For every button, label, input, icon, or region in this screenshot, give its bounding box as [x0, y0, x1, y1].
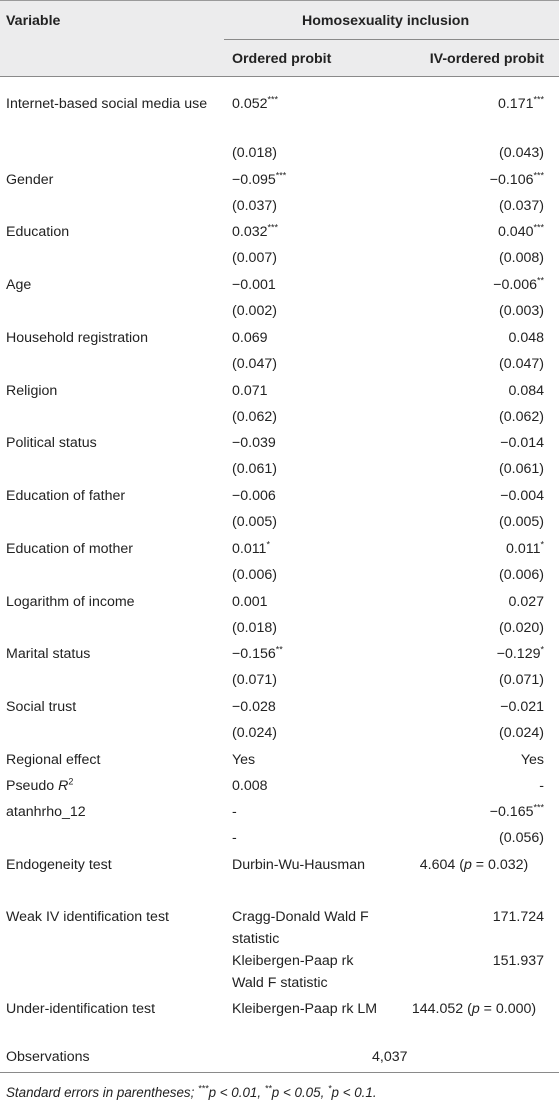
header-iv-ordered-probit: IV-ordered probit: [429, 51, 544, 67]
ordered-value: Cragg-Donald Wald F statistic: [232, 909, 369, 947]
group-underline: [224, 39, 559, 40]
iv-value: 0.171***: [497, 94, 544, 112]
iv-se: (0.043): [499, 145, 544, 161]
top-rule: [0, 0, 559, 1]
ordered-value: 0.001: [232, 594, 268, 610]
iv-value: 0.040***: [497, 222, 544, 240]
iv-value: 171.724: [492, 909, 544, 925]
iv-value: 0.048: [508, 330, 544, 346]
row-label: Political status: [6, 435, 97, 451]
ordered-se: (0.018): [232, 145, 277, 161]
ordered-value: -: [232, 804, 237, 820]
ordered-value: 0.071: [232, 383, 268, 399]
iv-se: (0.056): [499, 830, 544, 846]
ordered-value: −0.001: [232, 277, 276, 293]
header-variable: Variable: [6, 13, 61, 29]
ordered-value: −0.039: [232, 435, 276, 451]
row-label: Weak IV identification test: [6, 909, 169, 925]
ordered-value: Kleibergen-Paap rk Wald F statistic: [232, 953, 354, 991]
iv-value: −0.165***: [489, 802, 544, 820]
row-label: Logarithm of income: [6, 594, 135, 610]
row-label: Marital status: [6, 646, 91, 662]
iv-se: (0.020): [499, 620, 544, 636]
ordered-se: (0.002): [232, 303, 277, 319]
ordered-se: -: [232, 830, 237, 846]
iv-value: -: [539, 778, 544, 794]
iv-se: (0.003): [499, 303, 544, 319]
iv-value: −0.129*: [496, 644, 544, 662]
iv-se: (0.062): [499, 409, 544, 425]
iv-se: (0.047): [499, 356, 544, 372]
ordered-se: (0.071): [232, 672, 277, 688]
ordered-value: Kleibergen-Paap rk LM: [232, 1001, 378, 1017]
ordered-se: (0.062): [232, 409, 277, 425]
iv-se: (0.006): [499, 567, 544, 583]
ordered-value: 0.008: [232, 778, 268, 794]
iv-se: (0.071): [499, 672, 544, 688]
row-label: Observations: [6, 1049, 90, 1065]
ordered-se: (0.018): [232, 620, 277, 636]
ordered-value: 0.069: [232, 330, 268, 346]
row-label: Pseudo $R^2$: [6, 776, 74, 794]
iv-value: Yes: [520, 752, 544, 768]
row-label: Social trust: [6, 699, 77, 715]
row-label: Under-identification test: [6, 1001, 156, 1017]
observations-value: 4,037: [372, 1049, 408, 1065]
row-label: Education of father: [6, 488, 126, 504]
iv-se: (0.024): [499, 725, 544, 741]
ordered-se: (0.037): [232, 198, 277, 214]
iv-value: −0.021: [500, 699, 544, 715]
row-label: Household registration: [6, 330, 148, 346]
iv-value: 0.011*: [506, 539, 544, 557]
iv-value: 0.027: [508, 594, 544, 610]
row-label: Regional effect: [6, 752, 101, 768]
row-label: atanhrho_12: [6, 804, 86, 820]
row-label: Internet-based social media use: [6, 96, 208, 112]
iv-se: (0.037): [499, 198, 544, 214]
footnote: Standard errors in parentheses; ***p < 0.01, **p < 0.05, *p < 0.1.: [6, 1083, 377, 1100]
iv-value: 4.604 (p = 0.032): [419, 857, 529, 873]
ordered-value: Durbin-Wu-Hausman: [232, 857, 365, 873]
header-rule: [0, 76, 559, 77]
header-ordered-probit: Ordered probit: [232, 51, 332, 67]
ordered-se: (0.006): [232, 567, 277, 583]
row-label: Religion: [6, 383, 58, 399]
ordered-value: 0.032***: [232, 222, 279, 240]
bottom-rule: [0, 1072, 559, 1073]
ordered-se: (0.024): [232, 725, 277, 741]
ordered-se: (0.007): [232, 250, 277, 266]
header-group: Homosexuality inclusion: [302, 13, 470, 29]
iv-value: 0.084: [508, 383, 544, 399]
ordered-value: 0.011*: [232, 539, 270, 557]
iv-value: −0.106***: [489, 170, 544, 188]
row-label: Gender: [6, 172, 54, 188]
row-label: Education: [6, 224, 70, 240]
iv-se: (0.005): [499, 514, 544, 530]
ordered-value: −0.006: [232, 488, 276, 504]
row-label: Endogeneity test: [6, 857, 112, 873]
ordered-value: −0.156**: [232, 644, 283, 662]
ordered-value: −0.028: [232, 699, 276, 715]
iv-value: −0.004: [500, 488, 544, 504]
iv-se: (0.008): [499, 250, 544, 266]
row-label: Education of mother: [6, 541, 133, 557]
iv-value: −0.014: [500, 435, 544, 451]
ordered-se: (0.061): [232, 461, 277, 477]
ordered-value: Yes: [232, 752, 256, 768]
ordered-value: 0.052***: [232, 94, 279, 112]
iv-value: 144.052 (p = 0.000): [411, 1001, 537, 1017]
row-label: Age: [6, 277, 32, 293]
iv-se: (0.061): [499, 461, 544, 477]
ordered-se: (0.005): [232, 514, 277, 530]
ordered-value: −0.095***: [232, 170, 287, 188]
iv-value: −0.006**: [493, 275, 544, 293]
iv-value: 151.937: [492, 953, 544, 969]
ordered-se: (0.047): [232, 356, 277, 372]
